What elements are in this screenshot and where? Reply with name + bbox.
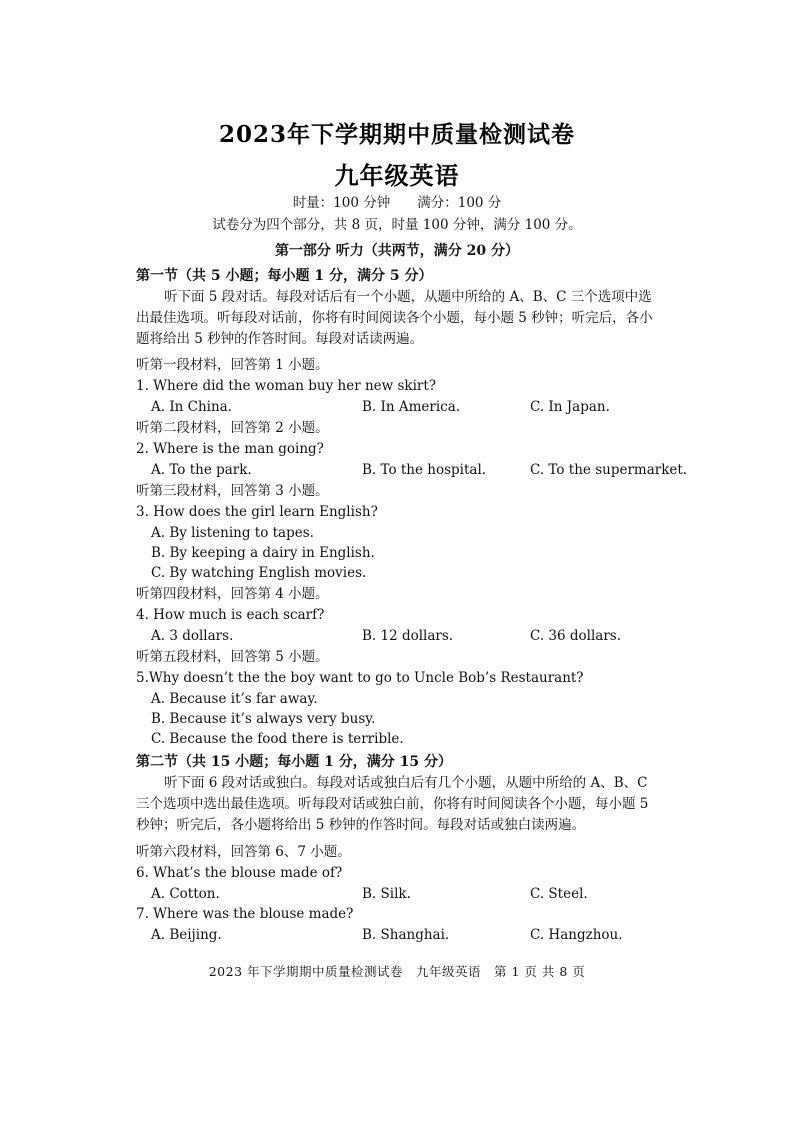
q1-option-a: A. In China. bbox=[151, 399, 233, 415]
q7-option-c: C. Hangzhou. bbox=[530, 927, 623, 943]
q4-option-a: A. 3 dollars. bbox=[151, 628, 234, 644]
q1-option-c: C. In Japan. bbox=[530, 399, 610, 415]
instruction-line: 题将给出 5 秒钟的作答时间。每段对话读两遍。 bbox=[136, 331, 424, 347]
instruction-line: 出最佳选项。听每段对话前，你将有时间阅读各个小题，每小题 5 秒钟；听完后，各小 bbox=[136, 310, 653, 326]
part1-heading: 第一部分 听力（共两节，满分 20 分） bbox=[274, 243, 520, 259]
section2-instructions bbox=[136, 773, 668, 836]
q2-option-c: C. To the supermarket. bbox=[530, 462, 688, 478]
question-2-stem: 2. Where is the man going? bbox=[136, 441, 324, 457]
q2-option-b: B. To the hospital. bbox=[362, 462, 487, 478]
q1-option-b: B. In America. bbox=[362, 399, 461, 415]
material-5-label: 听第五段材料，回答第 5 小题。 bbox=[136, 649, 329, 665]
structure-info: 试卷分为四个部分，共 8 页，时量 100 分钟，满分 100 分。 bbox=[212, 217, 582, 233]
material-6-label: 听第六段材料，回答第 6、7 小题。 bbox=[136, 844, 351, 860]
q5-option-a: A. Because it’s far away. bbox=[151, 691, 318, 707]
time-score-info: 时量：100 分钟 满分：100 分 bbox=[292, 195, 502, 211]
q3-option-a: A. By listening to tapes. bbox=[151, 525, 314, 541]
exam-subject: 九年级英语 bbox=[334, 161, 460, 190]
question-7-stem: 7. Where was the blouse made? bbox=[136, 906, 354, 922]
material-3-label: 听第三段材料，回答第 3 小题。 bbox=[136, 483, 329, 499]
q4-option-b: B. 12 dollars. bbox=[362, 628, 454, 644]
question-5-stem: 5.Why doesn’t the the boy want to go to Uncle Bob’s Restaurant? bbox=[136, 670, 584, 686]
question-6-stem: 6. What’s the blouse made of? bbox=[136, 865, 343, 881]
q5-option-b: B. Because it’s always very busy. bbox=[151, 711, 376, 727]
q3-option-c: C. By watching English movies. bbox=[151, 565, 367, 581]
instruction-line: 三个选项中选出最佳选项。听每段对话或独白前，你将有时间阅读各个小题，每小题 5 bbox=[136, 796, 649, 812]
q6-option-a: A. Cotton. bbox=[151, 886, 220, 902]
question-3-stem: 3. How does the girl learn English? bbox=[136, 504, 378, 520]
instruction-line: 秒钟；听完后，各小题将给出 5 秒钟的作答时间。每段对话或独白读两遍。 bbox=[136, 817, 586, 833]
material-2-label: 听第二段材料，回答第 2 小题。 bbox=[136, 420, 329, 436]
material-1-label: 听第一段材料，回答第 1 小题。 bbox=[136, 357, 329, 373]
q7-option-a: A. Beijing. bbox=[151, 927, 222, 943]
q6-option-c: C. Steel. bbox=[530, 886, 588, 902]
question-1-stem: 1. Where did the woman buy her new skirt? bbox=[136, 378, 437, 394]
q6-option-b: B. Silk. bbox=[362, 886, 411, 902]
instruction-line: 听下面 5 段对话。每段对话后有一个小题，从题中所给的 A、B、C 三个选项中选 bbox=[164, 289, 652, 305]
instruction-line: 听下面 6 段对话或独白。每段对话或独白后有几个小题，从题中所给的 A、B、C bbox=[164, 775, 648, 791]
section1-heading: 第一节（共 5 小题；每小题 1 分，满分 5 分） bbox=[136, 268, 433, 284]
exam-title: 2023年下学期期中质量检测试卷 bbox=[218, 121, 575, 148]
section1-instructions bbox=[136, 287, 668, 350]
q4-option-c: C. 36 dollars. bbox=[530, 628, 622, 644]
q5-option-c: C. Because the food there is terrible. bbox=[151, 731, 404, 747]
section2-heading: 第二节（共 15 小题；每小题 1 分，满分 15 分） bbox=[136, 754, 452, 770]
page-footer: 2023 年下学期期中质量检测试卷 九年级英语 第 1 页 共 8 页 bbox=[208, 964, 586, 979]
question-4-stem: 4. How much is each scarf? bbox=[136, 607, 325, 623]
q3-option-b: B. By keeping a dairy in English. bbox=[151, 545, 375, 561]
q2-option-a: A. To the park. bbox=[151, 462, 252, 478]
material-4-label: 听第四段材料，回答第 4 小题。 bbox=[136, 586, 329, 602]
q7-option-b: B. Shanghai. bbox=[362, 927, 450, 943]
